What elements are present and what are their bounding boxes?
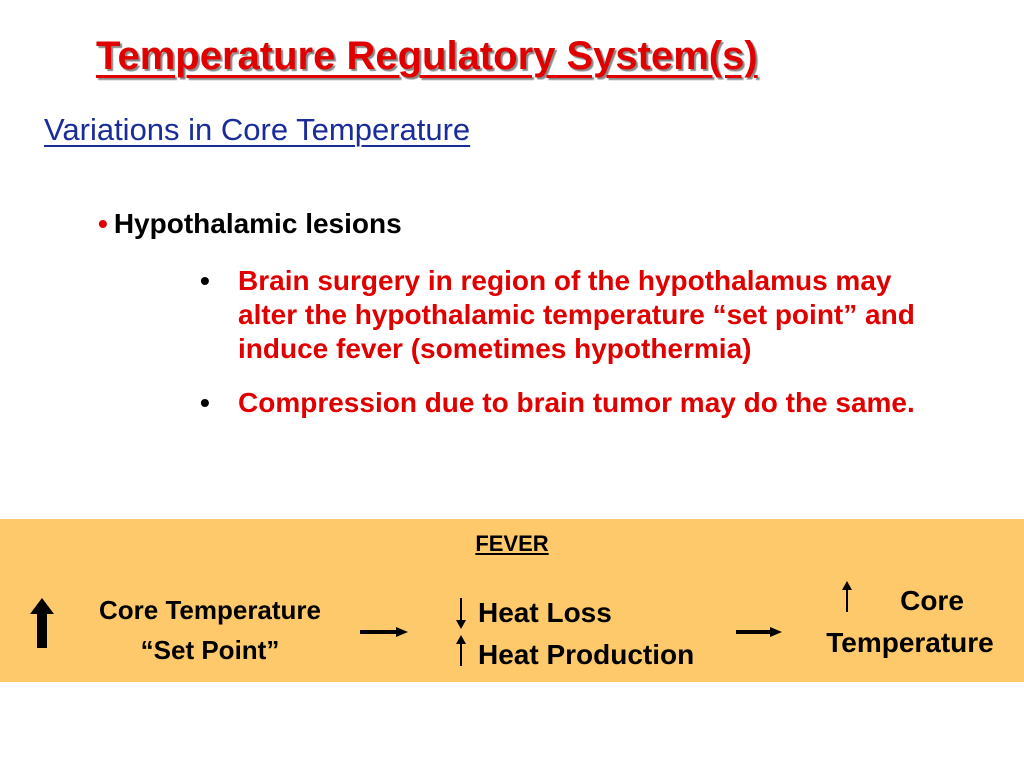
right-arrow-icon <box>360 627 408 637</box>
sub-bullet-marker: • <box>200 387 210 418</box>
setpoint-line-1: Core Temperature <box>98 595 322 625</box>
right-arrow-icon <box>736 627 782 637</box>
fever-heading: FEVER <box>475 531 549 556</box>
setpoint-up-arrow-icon <box>30 598 54 648</box>
slide-title: Temperature Regulatory System(s) <box>96 34 758 78</box>
main-bullet-text: Hypothalamic lesions <box>113 208 402 239</box>
setpoint-line-2: “Set Point” <box>140 635 280 665</box>
sub-bullet-text: Compression due to brain tumor may do the same. <box>238 387 915 418</box>
slide-subtitle: Variations in Core Temperature <box>44 112 471 147</box>
heat-loss-label: Heat Loss <box>478 597 612 628</box>
heat-production-label: Heat Production <box>478 639 695 670</box>
heat-production-up-arrow-icon <box>456 635 466 666</box>
result-line-2: Temperature <box>826 627 994 658</box>
core-up-arrow-icon <box>842 581 852 612</box>
heat-loss-down-arrow-icon <box>456 598 466 629</box>
sub-bullet-marker: • <box>200 265 210 296</box>
bullet-marker: • <box>98 208 108 239</box>
sub-bullet-text: Brain surgery in region of the hypothalamus may alter the hypothalamic temperature “set point” and induce fever (sometimes hypothermia) <box>238 265 915 364</box>
result-line-1: Core <box>900 585 964 616</box>
